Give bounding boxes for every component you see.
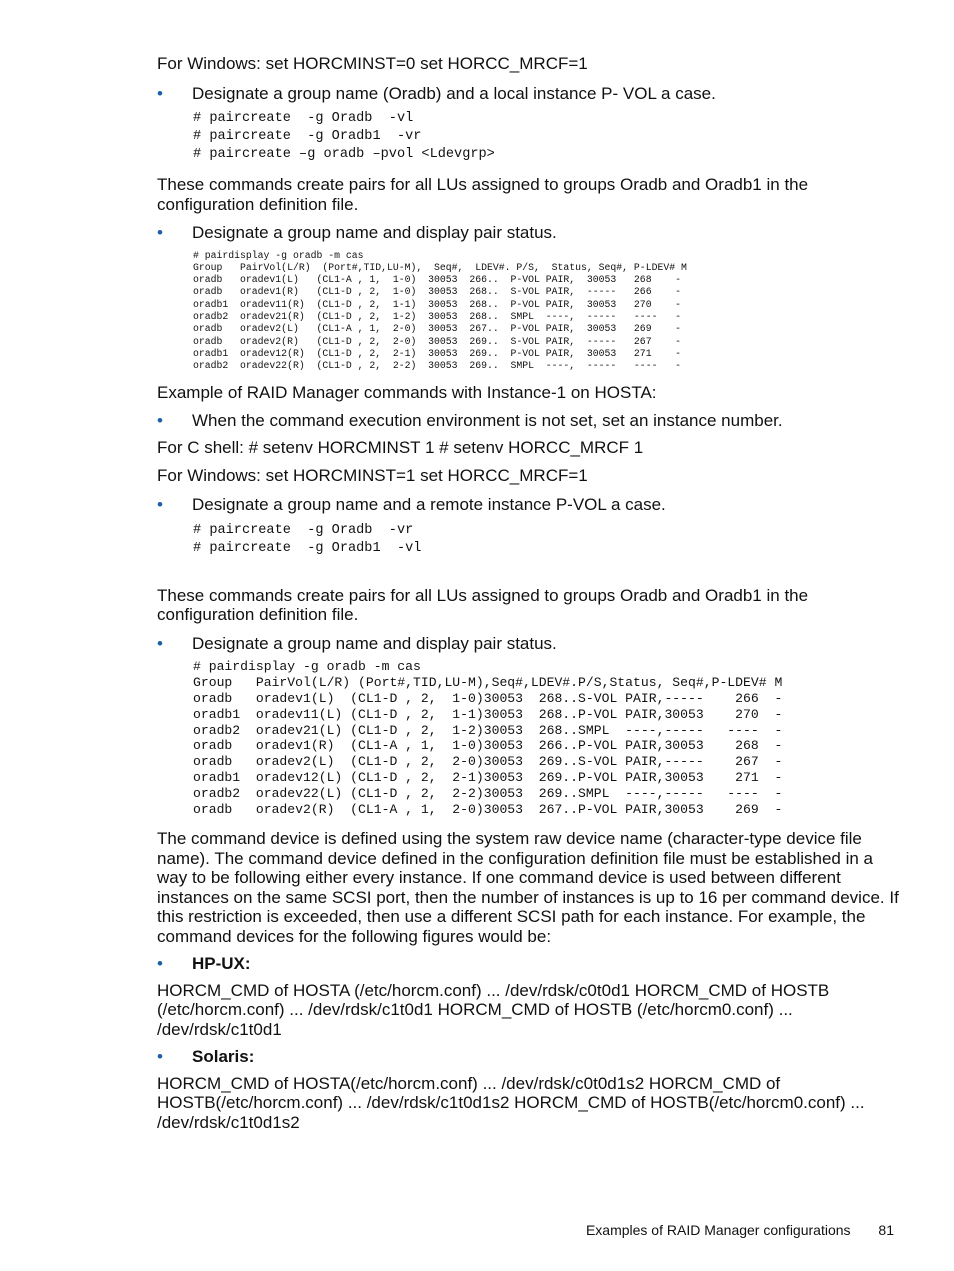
bullet-icon: •	[157, 495, 163, 515]
paragraph-pairs-created-2: These commands create pairs for all LUs assigned to groups Oradb and Oradb1 in the configuration definition file.	[157, 585, 809, 625]
page-content	[157, 54, 902, 1132]
paragraph-example-instance1: Example of RAID Manager commands with Instance-1 on HOSTA:	[157, 383, 657, 403]
paragraph-command-device: The command device is defined using the system raw device name (character-type device file name). The command device defined in the configuration definition file must be established in a way to be following either every instance. If one command device is used between different instances on the same SCSI port, then the number of instances is up to 16 per command device. If this restriction is exceeded, then use a different SCSI path for each instance. For example, the command devices for the following figures would be:	[157, 829, 899, 946]
bullet-text: When the command execution environment is not set, set an instance number.	[192, 410, 783, 430]
footer-section-title: Examples of RAID Manager configurations	[585, 1222, 851, 1238]
paragraph-hpux-cmd: HORCM_CMD of HOSTA (/etc/horcm.conf) ... /dev/rdsk/c0t0d1 HORCM_CMD of HOSTB (/etc/horcm.conf) ... /dev/rdsk/c1t0d1 HORCM_CMD of HOSTB (/etc/horcm0.conf) ... /dev/rdsk/c1t0d1	[157, 980, 830, 1039]
bullet-heading-hpux: HP-UX:	[192, 954, 251, 974]
bullet-icon: •	[157, 410, 163, 430]
bullet-item	[157, 495, 902, 515]
bullet-text: Designate a group name and display pair status.	[192, 223, 557, 242]
bullet-icon: •	[157, 223, 163, 242]
bullet-text: Designate a group name (Oradb) and a local instance P- VOL a case.	[192, 83, 716, 103]
bullet-item	[157, 1047, 902, 1067]
bullet-heading-solaris: Solaris:	[192, 1047, 255, 1067]
paragraph-c-shell: For C shell: # setenv HORCMINST 1 # setenv HORCC_MRCF 1	[157, 438, 644, 458]
bullet-item	[157, 223, 902, 243]
bullet-text: Designate a group name and display pair status.	[192, 633, 557, 653]
bullet-item	[157, 411, 902, 431]
bullet-icon: •	[157, 954, 163, 974]
page-footer	[0, 1222, 894, 1238]
bullet-icon: •	[157, 83, 163, 103]
page-number: 81	[878, 1222, 894, 1238]
code-block-pairdisplay-2: # pairdisplay -g oradb -m cas Group PairVol(L/R) (Port#,TID,LU-M),Seq#,LDEV#.P/S,Status, Seq#,P-LDEV# M oradb oradev1(L) (CL1-D , 2, 1-0)30053 268..S-VOL PAIR,----- 266 - oradb1 oradev11(L) (CL1-D , 2, 1-1)30053 268..P-VOL PAIR,30053 270 - oradb2 oradev21(L) (CL1-D , 2, 1-2)30053 268..SMPL ----,----- ---- - oradb oradev1(R) (CL1-A , 1, 1-0)30053 266..P-VOL PAIR,30053 268 - oradb oradev2(L) (CL1-D , 2, 2-0)30053 269..S-VOL PAIR,----- 267 - oradb1 oradev12(L) (CL1-D , 2, 2-1)30053 269..P-VOL PAIR,30053 271 - oradb2 oradev22(L) (CL1-D , 2, 2-2)30053 269..SMPL ----,----- ---- - oradb oradev2(R) (CL1-A , 1, 2-0)30053 267..P-VOL PAIR,30053 269 -	[193, 659, 783, 817]
paragraph-windows-instance0: For Windows: set HORCMINST=0 set HORCC_MRCF=1	[157, 54, 588, 73]
paragraph-windows-instance1: For Windows: set HORCMINST=1 set HORCC_MRCF=1	[157, 465, 588, 485]
paragraph-solaris-cmd: HORCM_CMD of HOSTA(/etc/horcm.conf) ... /dev/rdsk/c0t0d1s2 HORCM_CMD of HOSTB(/etc/horcm.conf) ... /dev/rdsk/c1t0d1s2 HORCM_CMD of HOSTB(/etc/horcm0.conf) ... /dev/rdsk/c1t0d1s2	[157, 1073, 865, 1132]
bullet-icon: •	[157, 633, 163, 653]
code-block-paircreate-remote: # paircreate -g Oradb -vr # paircreate -g Oradb1 -vl	[193, 522, 422, 556]
bullet-item	[157, 634, 902, 654]
paragraph-pairs-created: These commands create pairs for all LUs assigned to groups Oradb and Oradb1 in the configuration definition file.	[157, 175, 809, 214]
code-block-paircreate-local: # paircreate -g Oradb -vl # paircreate -g Oradb1 -vr # paircreate –g oradb –pvol <Ldevgrp>	[193, 111, 495, 162]
bullet-item	[157, 954, 902, 974]
bullet-icon: •	[157, 1047, 163, 1067]
code-block-pairdisplay-1: # pairdisplay -g oradb -m cas Group PairVol(L/R) (Port#,TID,LU-M), Seq#, LDEV#. P/S, Status, Seq#, P-LDEV# M oradb oradev1(L) (CL1-A , 1, 1-0) 30053 266.. P-VOL PAIR, 30053 268 - oradb oradev1(R) (CL1-D , 2, 1-0) 30053 268.. S-VOL PAIR, ----- 266 - oradb1 oradev11(R) (CL1-D , 2, 1-1) 30053 268.. P-VOL PAIR, 30053 270 - oradb2 oradev21(R) (CL1-D , 2, 1-2) 30053 268.. SMPL ----, ----- ---- - oradb oradev2(L) (CL1-A , 1, 2-0) 30053 267.. P-VOL PAIR, 30053 269 - oradb oradev2(R) (CL1-D , 2, 2-0) 30053 269.. S-VOL PAIR, ----- 267 - oradb1 oradev12(R) (CL1-D , 2, 2-1) 30053 269.. P-VOL PAIR, 30053 271 - oradb2 oradev22(R) (CL1-D , 2, 2-2) 30053 269.. SMPL ----, ----- ---- -	[193, 249, 687, 372]
bullet-text: Designate a group name and a remote instance P-VOL a case.	[192, 495, 666, 515]
bullet-item	[157, 84, 902, 104]
